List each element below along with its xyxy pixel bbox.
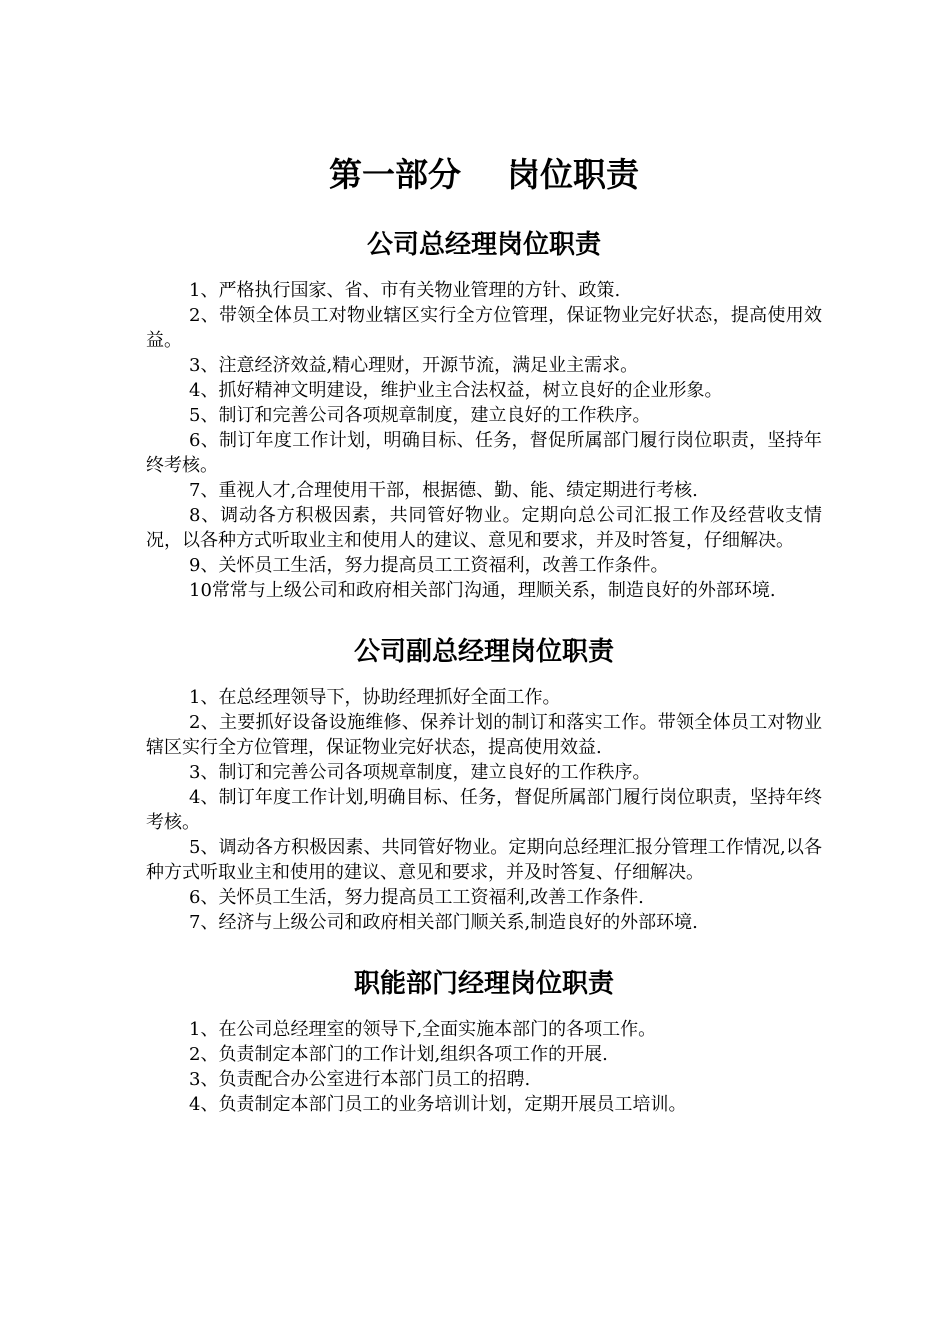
section-general-manager <box>146 226 822 603</box>
duty-item: 4、负责制定本部门员工的业务培训计划，定期开展员工培训。 <box>189 1094 687 1115</box>
section-heading: 公司副总经理岗位职责 <box>353 637 614 667</box>
duty-item: 1、在总经理领导下，协助经理抓好全面工作。 <box>189 687 561 708</box>
section-heading: 公司总经理岗位职责 <box>366 230 601 260</box>
duty-item: 2、带领全体员工对物业辖区实行全方位管理，保证物业完好状态，提高使用效益。 <box>146 305 822 351</box>
page-title: 第一部分 岗位职责 <box>329 155 639 194</box>
duty-item: 4、抓好精神文明建设，维护业主合法权益，树立良好的企业形象。 <box>189 380 723 401</box>
duty-item: 3、负责配合办公室进行本部门员工的招聘. <box>189 1069 531 1090</box>
duty-item: 7、经济与上级公司和政府相关部门顺关系,制造良好的外部环境. <box>189 912 698 933</box>
duty-item: 2、负责制定本部门的工作计划,组织各项工作的开展. <box>189 1044 608 1065</box>
duty-item: 7、重视人才,合理使用干部，根据德、勤、能、绩定期进行考核. <box>189 480 698 501</box>
document-content <box>146 150 822 1145</box>
duty-item: 6、制订年度工作计划，明确目标、任务，督促所属部门履行岗位职责，坚持年终考核。 <box>146 430 822 476</box>
duty-item: 6、关怀员工生活，努力提高员工工资福利,改善工作条件. <box>189 887 644 908</box>
duty-item: 4、制订年度工作计划,明确目标、任务，督促所属部门履行岗位职责，坚持年终考核。 <box>146 787 822 833</box>
section-heading: 职能部门经理岗位职责 <box>353 969 614 999</box>
section-department-manager <box>146 965 822 1117</box>
duty-list <box>146 685 822 935</box>
duty-list <box>146 1017 822 1117</box>
duty-item: 5、调动各方积极因素、共同管好物业。定期向总经理汇报分管理工作情况,以各种方式听取业主和使用的建议、意见和要求，并及时答复、仔细解决。 <box>146 837 822 883</box>
duty-item: 9、关怀员工生活，努力提高员工工资福利，改善工作条件。 <box>189 555 669 576</box>
duty-item: 1、在公司总经理室的领导下,全面实施本部门的各项工作。 <box>189 1019 657 1040</box>
duty-item: 3、注意经济效益,精心理财，开源节流，满足业主需求。 <box>189 355 639 376</box>
duty-item: 1、严格执行国家、省、市有关物业管理的方针、政策. <box>189 280 621 301</box>
duty-item: 5、制订和完善公司各项规章制度，建立良好的工作秩序。 <box>189 405 651 426</box>
duty-item: 10常常与上级公司和政府相关部门沟通，理顺关系，制造良好的外部环境. <box>189 580 776 601</box>
duty-item: 2、主要抓好设备设施维修、保养计划的制订和落实工作。带领全体员工对物业辖区实行全方位管理，保证物业完好状态，提高使用效益. <box>146 712 822 758</box>
duty-list <box>146 278 822 603</box>
section-deputy-general-manager <box>146 633 822 935</box>
duty-item: 8、调动各方积极因素，共同管好物业。定期向总公司汇报工作及经营收支情况，以各种方式听取业主和使用人的建议、意见和要求，并及时答复，仔细解决。 <box>146 505 822 551</box>
duty-item: 3、制订和完善公司各项规章制度，建立良好的工作秩序。 <box>189 762 651 783</box>
